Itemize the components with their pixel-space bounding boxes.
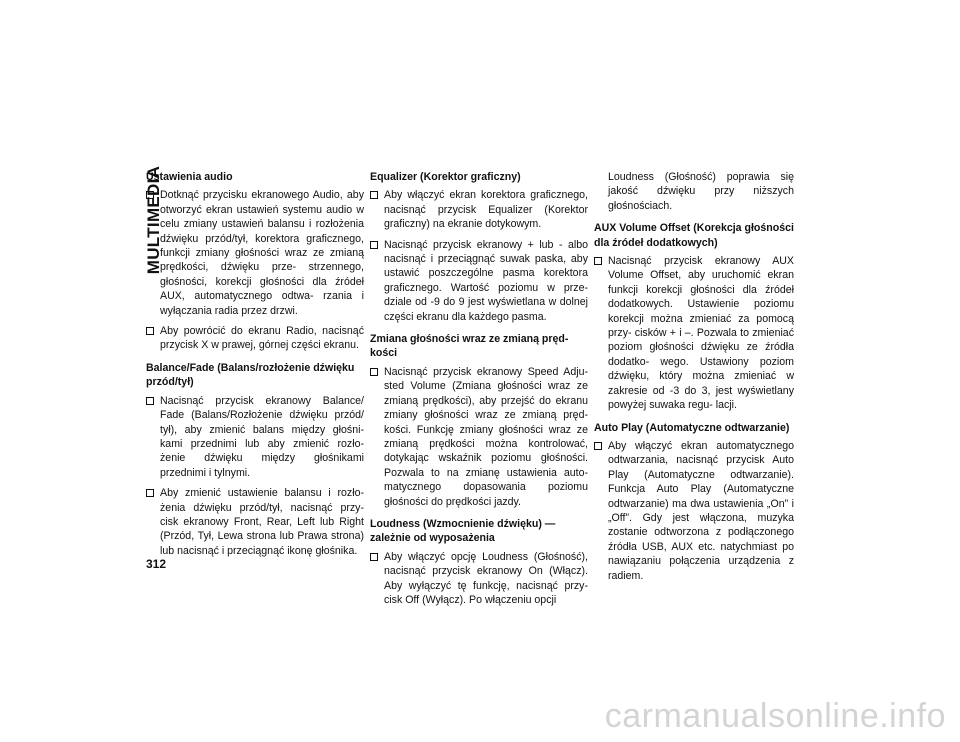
section-heading: Auto Play (Automatyczne odtwarzanie) [594, 421, 790, 434]
watermark: carmanualsonline.info [604, 697, 946, 735]
text-column-2 [370, 170, 588, 613]
bullet-item: Nacisnąć przycisk ekranowy Balance/ Fade (Balans/Rozłożenie dźwięku przód/ tył), aby zmienić balans między głośni- kami przednimi lub aby zmienić rozło- żenie dźwięku między głośnikami przednimi i tylnymi. [146, 394, 364, 480]
checkbox-bullet-icon [146, 191, 154, 199]
bullet-item: Nacisnąć przycisk ekranowy Speed Adju- sted Volume (Zmiana głośności wraz ze zmianą prędkości), aby przejść do ekranu zmiany głośności wraz ze zmianą pręd- kości. Funkcję zmiany głośności wraz ze zmianą prędkości można kontrolować, dotykając wskaźnik poziomu głośności. Pozwala to na zmianę ustawienia auto- matycznego dopasowania poziomu głośności do prędkości jazdy. [370, 365, 588, 509]
text-column-1 [146, 170, 364, 564]
checkbox-bullet-icon [370, 553, 378, 561]
checkbox-bullet-icon [370, 241, 378, 249]
section-heading: AUX Volume Offset (Korekcja głośności dla źródeł dodatkowych) [594, 222, 794, 249]
checkbox-bullet-icon [146, 327, 154, 335]
checkbox-bullet-icon [146, 397, 154, 405]
checkbox-bullet-icon [594, 257, 602, 265]
bullet-item: Nacisnąć przycisk ekranowy AUX Volume Offset, aby uruchomić ekran funkcji korekcji głośności dla źródeł dodatkowych. Ustawienie poziomu korekcji można zmieniać za pomocą przy- cisków + i –. Pozwala to zmieniać poziom głośności dźwięku ze źródła dodatko- wego. Ustawiony poziom dźwięku, który można zmieniać w zakresie od -3 do 3, jest wyświetlany powyżej suwaka regu- lacji. [594, 254, 794, 412]
text-column-3 [594, 170, 794, 589]
bullet-item: Dotknąć przycisku ekranowego Audio, aby otworzyć ekran ustawień systemu audio w celu zmiany ustawień balansu i rozłożenia dźwięku przód/tył, korektora graficznego, funkcji zmiany głośności wraz ze zmianą prędkości, dźwięku prze- strzennego, głośności, korekcji głośności dla źródeł AUX, automatycznego odtwa- rzania i wyłączania radia przez drzwi. [146, 188, 364, 318]
section-heading: Balance/Fade (Balans/rozłożenie dźwięku przód/tył) [146, 361, 355, 389]
bullet-item: Nacisnąć przycisk ekranowy + lub - albo nacisnąć i przeciągnąć suwak paska, aby ustawić poszczególne pasma korektora graficznego. Wartość poziomu w prze- dziale od -9 do 9 jest wyświetlana w dolnej części ekranu dla każdego pasma. [370, 238, 588, 324]
bullet-item: Aby włączyć ekran automatycznego odtwarzania, nacisnąć przycisk Auto Play (Automatyczne odtwarzanie). Funkcja Auto Play (Automatyczne odtwarzanie) ma dwa ustawienia „On” i „Off”. Gdy jest włączona, muzyka zostanie odtworzona z podłączonego źródła USB, AUX etc. natychmiast po nawiązaniu połączenia urządzenia z radiem. [594, 439, 794, 583]
page-number: 312 [146, 557, 167, 571]
section-heading: Equalizer (Korektor graficzny) [370, 171, 521, 183]
bullet-item: Aby włączyć opcję Loudness (Głośność), nacisnąć przycisk ekranowy On (Włącz). Aby wyłączyć tę funkcję, nacisnąć przy- cisk Off (Wyłącz). Po włączeniu opcji [370, 550, 588, 608]
bullet-item: Aby powrócić do ekranu Radio, nacisnąć przycisk X w prawej, górnej części ekranu. [146, 324, 364, 353]
section-heading: Ustawienia audio [146, 171, 233, 183]
bullet-item: Aby włączyć ekran korektora graficznego, nacisnąć przycisk Equalizer (Korektor graficzny) na ekranie dotykowym. [370, 188, 588, 231]
section-label: MULTIMEDIA [144, 165, 163, 275]
checkbox-bullet-icon [370, 368, 378, 376]
checkbox-bullet-icon [370, 191, 378, 199]
checkbox-bullet-icon [594, 442, 602, 450]
section-heading: Loudness (Wzmocnienie dźwięku) — zależnie od wyposażenia [370, 517, 556, 545]
bullet-continuation: Loudness (Głośność) poprawia się jakość dźwięku przy niższych głośnościach. [608, 171, 794, 212]
bullet-item: Aby zmienić ustawienie balansu i rozło- żenia dźwięku przód/tył, nacisnąć przy- cisk ekranowy Front, Rear, Left lub Right (Przód, Tył, Lewa strona lub Prawa strona) lub nacisnąć i przeciągnąć ikonę głośnika. [146, 486, 364, 558]
section-heading: Zmiana głośności wraz ze zmianą pręd- kości [370, 333, 569, 360]
checkbox-bullet-icon [146, 489, 154, 497]
